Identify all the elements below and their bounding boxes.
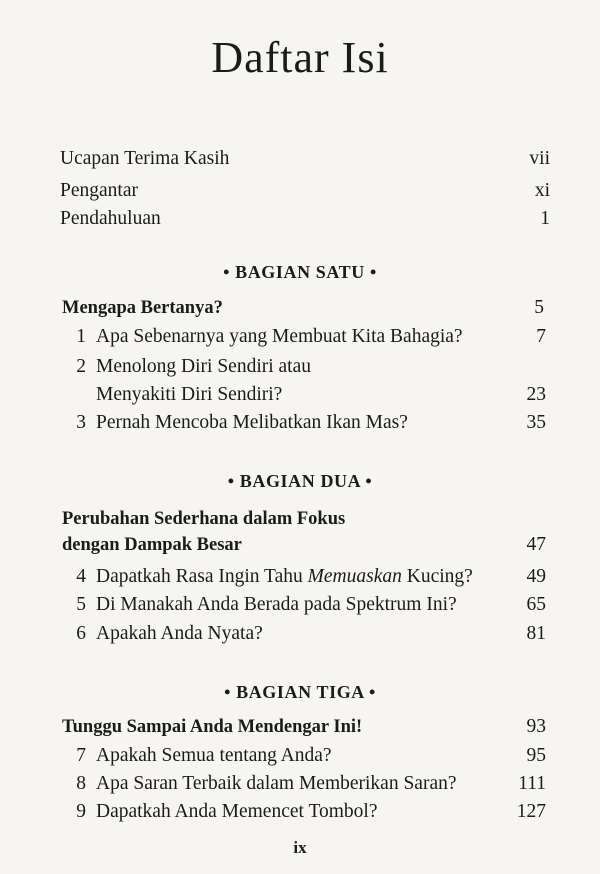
chapter-title-italic: Memuaskan [307, 566, 402, 587]
part-title: dengan Dampak Besar [62, 535, 242, 555]
part-title: Mengapa Bertanya? [62, 298, 223, 318]
page-number: ix [293, 838, 307, 857]
entry-page: 1 [540, 208, 550, 229]
entry-page: vii [529, 148, 550, 169]
chapter-entry [0, 797, 600, 827]
part-title: Perubahan Sederhana dalam Fokus [62, 509, 346, 529]
chapter-page: 127 [516, 801, 546, 822]
chapter-number: 2 [76, 356, 86, 377]
chapter-entry [0, 769, 600, 799]
chapter-title: Apakah Semua tentang Anda? [96, 745, 332, 766]
entry-label: Ucapan Terima Kasih [60, 148, 230, 169]
chapter-entry-cont [0, 380, 600, 410]
entry-page: xi [534, 180, 550, 201]
part-title-row [0, 712, 600, 742]
chapter-title: Apa Saran Terbaik dalam Memberikan Saran? [96, 773, 457, 794]
part-title-page: 5 [534, 297, 544, 318]
chapter-entry [0, 619, 600, 649]
chapter-title [96, 562, 473, 592]
part-title-page: 93 [526, 716, 546, 737]
entry-label: Pengantar [60, 180, 138, 201]
part-title-page: 47 [526, 534, 546, 555]
chapter-number: 9 [76, 801, 86, 822]
chapter-entry [0, 562, 600, 592]
chapter-entry [0, 352, 600, 382]
chapter-page: 65 [526, 594, 546, 615]
chapter-title: Dapatkah Anda Memencet Tombol? [96, 801, 378, 822]
page-title: Daftar Isi [211, 33, 389, 82]
chapter-page: 7 [536, 326, 546, 347]
chapter-title: Apakah Anda Nyata? [96, 623, 263, 644]
chapter-number: 8 [76, 773, 86, 794]
chapter-title: Menyakiti Diri Sendiri? [96, 384, 283, 405]
part-heading: • BAGIAN DUA • [227, 471, 373, 491]
chapter-entry [0, 590, 600, 620]
chapter-number: 1 [76, 326, 86, 347]
chapter-title: Di Manakah Anda Berada pada Spektrum Ini? [96, 594, 457, 615]
part-title-row [0, 293, 600, 323]
toc-entry [0, 176, 600, 206]
chapter-number: 6 [76, 623, 86, 644]
toc-entry [0, 144, 600, 174]
chapter-entry [0, 408, 600, 438]
part-heading: • BAGIAN TIGA • [224, 682, 376, 702]
toc-entry [0, 204, 600, 234]
chapter-page: 81 [526, 623, 546, 644]
chapter-page: 23 [526, 384, 546, 405]
chapter-title-part: Dapatkah Rasa Ingin Tahu [96, 566, 303, 587]
chapter-entry [0, 322, 600, 352]
chapter-page: 35 [526, 412, 546, 433]
part-title: Tunggu Sampai Anda Mendengar Ini! [62, 717, 363, 737]
chapter-page: 95 [526, 745, 546, 766]
chapter-entry [0, 741, 600, 771]
chapter-title: Apa Sebenarnya yang Membuat Kita Bahagia? [96, 326, 463, 347]
entry-label: Pendahuluan [60, 208, 161, 229]
chapter-title-part: Kucing? [406, 566, 473, 587]
chapter-number: 5 [76, 594, 86, 615]
chapter-title: Menolong Diri Sendiri atau [96, 356, 312, 377]
part-title-row [0, 530, 600, 560]
part-heading: • BAGIAN SATU • [223, 262, 377, 282]
chapter-page: 111 [518, 773, 546, 794]
chapter-number: 7 [76, 745, 86, 766]
chapter-title: Pernah Mencoba Melibatkan Ikan Mas? [96, 412, 408, 433]
chapter-page: 49 [526, 566, 546, 587]
chapter-number: 4 [76, 566, 86, 587]
chapter-number: 3 [76, 412, 86, 433]
